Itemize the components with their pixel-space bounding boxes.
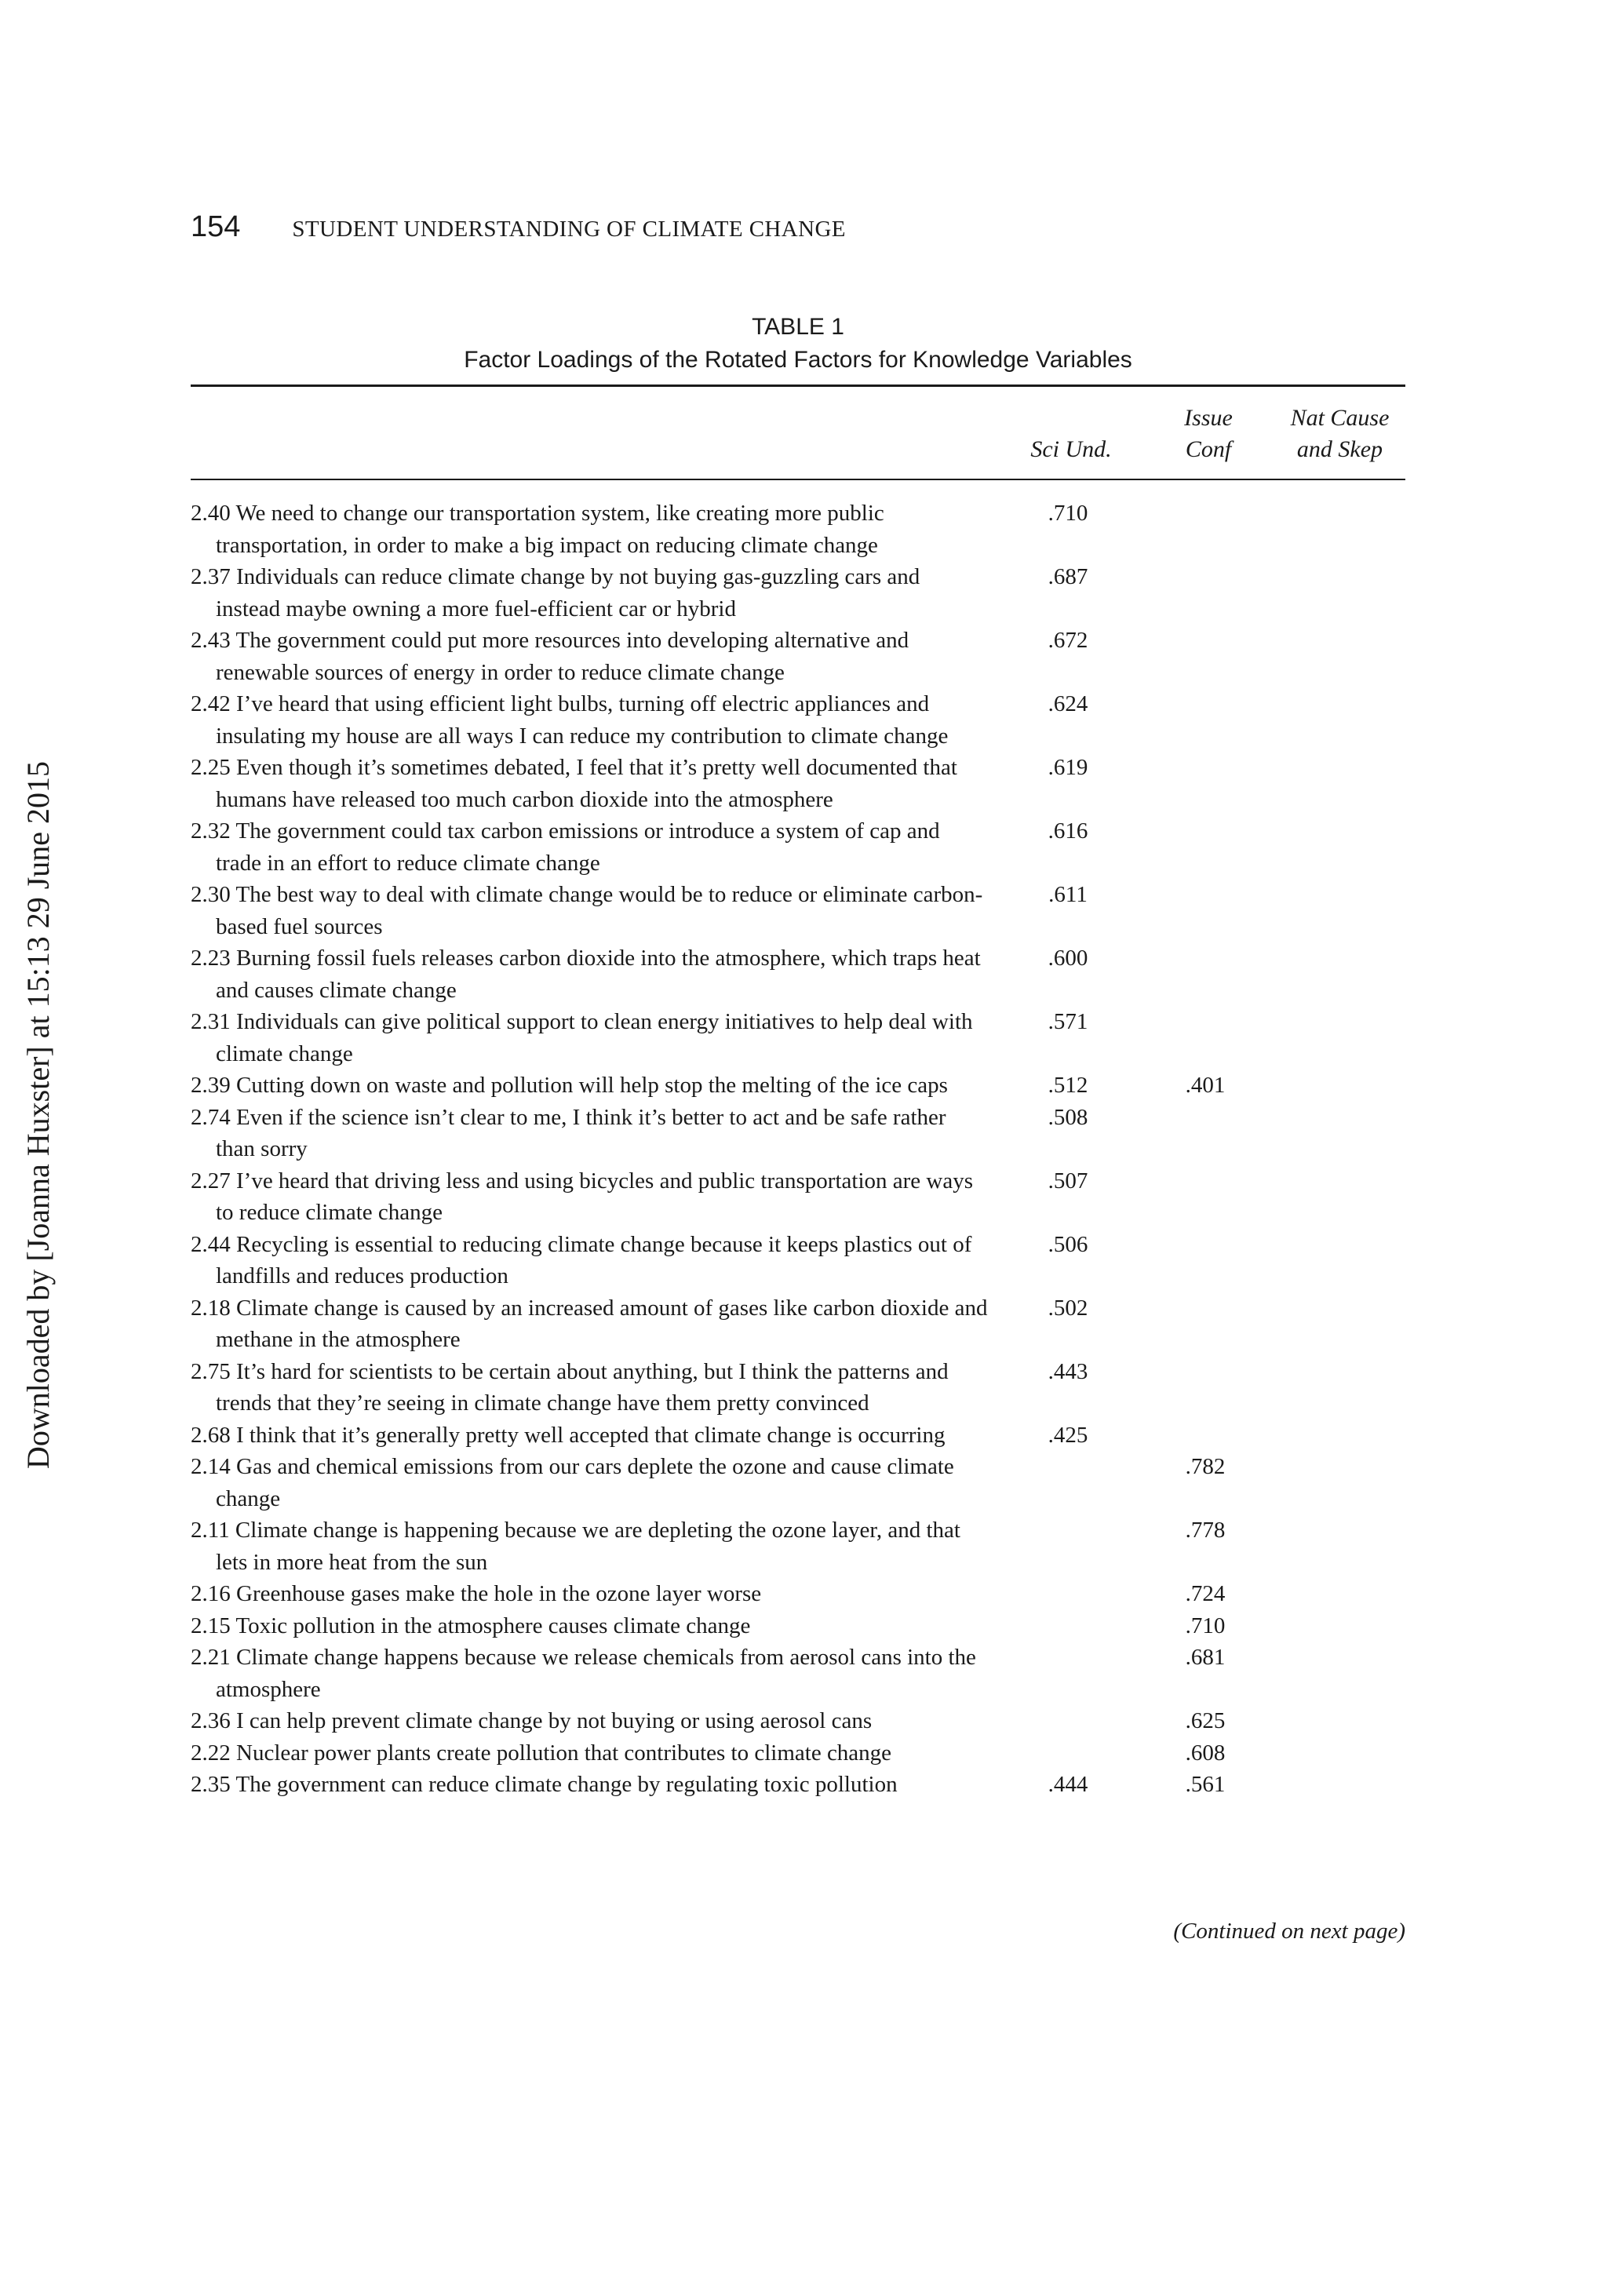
table-top-rule xyxy=(191,384,1405,387)
loading-sci-und: .600 xyxy=(1048,946,1088,971)
loading-nat-cause xyxy=(1268,1356,1405,1420)
table-row xyxy=(191,879,1405,942)
loading-issue-conf xyxy=(1158,815,1252,879)
table-row xyxy=(191,688,1405,752)
row-item-text: 2.14 Gas and chemical emissions from our cars deplete the ozone and cause climate change xyxy=(191,1454,954,1511)
column-header-issue-conf xyxy=(1161,403,1255,465)
table-row xyxy=(191,1102,1405,1165)
loading-nat-cause xyxy=(1268,1420,1405,1452)
loading-sci-und xyxy=(1009,1578,1127,1610)
running-header xyxy=(191,210,846,250)
loading-issue-conf xyxy=(1158,1356,1252,1420)
loading-issue-conf xyxy=(1158,879,1252,942)
row-item-text: 2.23 Burning fossil fuels releases carbon dioxide into the atmosphere, which traps heat and causes climate change xyxy=(191,946,981,1003)
loading-sci-und xyxy=(1009,1705,1127,1737)
column-header-sci-und-line: Sci Und. xyxy=(1030,436,1112,462)
column-header-nat-cause xyxy=(1271,403,1408,465)
loading-nat-cause xyxy=(1268,815,1405,879)
table-row xyxy=(191,1451,1405,1514)
page-number: 154 xyxy=(191,210,241,243)
loading-issue-conf: .401 xyxy=(1185,1073,1226,1098)
loading-sci-und: .616 xyxy=(1048,818,1088,844)
loading-sci-und: .611 xyxy=(1048,882,1088,907)
loading-nat-cause xyxy=(1268,1642,1405,1705)
loading-sci-und: .425 xyxy=(1048,1422,1088,1448)
row-item-text: 2.44 Recycling is essential to reducing climate change because it keeps plastics out of landfills and reduces production xyxy=(191,1231,972,1288)
table-row xyxy=(191,625,1405,688)
loading-sci-und: .512 xyxy=(1048,1073,1088,1098)
loading-issue-conf xyxy=(1158,752,1252,815)
loading-nat-cause xyxy=(1268,497,1405,561)
loading-nat-cause xyxy=(1268,1229,1405,1292)
row-item-text: 2.35 The government can reduce climate change by regulating toxic pollution xyxy=(191,1772,898,1797)
row-item-text: 2.37 Individuals can reduce climate change by not buying gas-guzzling cars and instead maybe owning a more fuel-efficient car or hybrid xyxy=(191,564,920,621)
row-item-text: 2.40 We need to change our transportation system, like creating more public transportation, in order to make a big impact on reducing climate change xyxy=(191,501,884,558)
loading-issue-conf xyxy=(1158,688,1252,752)
table-row xyxy=(191,942,1405,1006)
loading-sci-und: .508 xyxy=(1048,1104,1088,1130)
loading-sci-und: .571 xyxy=(1048,1009,1088,1034)
table-row xyxy=(191,1610,1405,1642)
table-row xyxy=(191,1737,1405,1769)
loading-nat-cause xyxy=(1268,1514,1405,1578)
table-row xyxy=(191,1070,1405,1102)
column-header-nat-cause-line1: Nat Cause xyxy=(1290,405,1390,431)
loading-issue-conf xyxy=(1158,1420,1252,1452)
loading-sci-und: .506 xyxy=(1048,1231,1088,1257)
loading-issue-conf xyxy=(1158,942,1252,1006)
loading-issue-conf xyxy=(1158,625,1252,688)
loading-nat-cause xyxy=(1268,625,1405,688)
column-header-issue-conf-line2: Conf xyxy=(1185,436,1232,462)
loading-sci-und: .624 xyxy=(1048,691,1088,716)
loading-sci-und: .672 xyxy=(1048,628,1088,653)
table-row xyxy=(191,1006,1405,1070)
loading-sci-und: .710 xyxy=(1048,501,1088,526)
loading-nat-cause xyxy=(1268,1578,1405,1610)
row-item-text: 2.32 The government could tax carbon emissions or introduce a system of cap and trade in an effort to reduce climate change xyxy=(191,818,940,876)
table-body xyxy=(191,497,1405,1801)
table-row xyxy=(191,1165,1405,1229)
loading-issue-conf: .782 xyxy=(1185,1454,1226,1479)
loading-issue-conf: .561 xyxy=(1185,1772,1226,1797)
table-row xyxy=(191,561,1405,625)
loading-sci-und xyxy=(1009,1514,1127,1578)
table-title-block xyxy=(191,311,1405,377)
table-row xyxy=(191,815,1405,879)
row-item-text: 2.16 Greenhouse gases make the hole in the ozone layer worse xyxy=(191,1581,762,1606)
loading-nat-cause xyxy=(1268,752,1405,815)
loading-nat-cause xyxy=(1268,1610,1405,1642)
loading-nat-cause xyxy=(1268,1165,1405,1229)
row-item-text: 2.27 I’ve heard that driving less and using bicycles and public transportation are ways to reduce climate change xyxy=(191,1168,974,1225)
loading-issue-conf xyxy=(1158,1292,1252,1356)
row-item-text: 2.36 I can help prevent climate change by not buying or using aerosol cans xyxy=(191,1708,873,1733)
loading-issue-conf: .681 xyxy=(1185,1645,1226,1670)
loading-sci-und: .619 xyxy=(1048,755,1088,780)
loading-issue-conf xyxy=(1158,497,1252,561)
loading-issue-conf xyxy=(1158,1229,1252,1292)
loading-sci-und: .443 xyxy=(1048,1358,1088,1384)
row-item-text: 2.11 Climate change is happening because we are depleting the ozone layer, and that lets in more heat from the sun xyxy=(191,1518,960,1575)
loading-nat-cause xyxy=(1268,1737,1405,1769)
row-item-text: 2.75 It’s hard for scientists to be certain about anything, but I think the patterns and trends that they’re seeing in climate change have them pretty convinced xyxy=(191,1358,949,1416)
loading-issue-conf: .608 xyxy=(1185,1740,1226,1766)
column-header-issue-conf-line1: Issue xyxy=(1184,405,1233,431)
loading-sci-und xyxy=(1009,1610,1127,1642)
row-item-text: 2.68 I think that it’s generally pretty well accepted that climate change is occurring xyxy=(191,1422,946,1448)
table-row xyxy=(191,1229,1405,1292)
table-caption: Factor Loadings of the Rotated Factors for Knowledge Variables xyxy=(464,347,1132,373)
continued-note: (Continued on next page) xyxy=(1173,1919,1405,1944)
table-label: TABLE 1 xyxy=(752,314,844,340)
row-item-text: 2.43 The government could put more resources into developing alternative and renewable sources of energy in order to reduce climate change xyxy=(191,628,909,685)
table-row xyxy=(191,497,1405,561)
loading-sci-und xyxy=(1009,1642,1127,1705)
table-row xyxy=(191,1514,1405,1578)
row-item-text: 2.21 Climate change happens because we release chemicals from aerosol cans into the atmosphere xyxy=(191,1645,976,1702)
row-item-text: 2.25 Even though it’s sometimes debated, I feel that it’s pretty well documented that humans have released too much carbon dioxide into the atmosphere xyxy=(191,755,957,812)
loading-nat-cause xyxy=(1268,1705,1405,1737)
row-item-text: 2.31 Individuals can give political support to clean energy initiatives to help deal with climate change xyxy=(191,1009,973,1066)
row-item-text: 2.30 The best way to deal with climate change would be to reduce or eliminate carbon-based fuel sources xyxy=(191,882,983,939)
loading-sci-und: .502 xyxy=(1048,1295,1088,1321)
column-header-sci-und xyxy=(1012,434,1130,465)
download-watermark: Downloaded by [Joanna Huxster] at 15:13 29 June 2015 xyxy=(20,760,56,1469)
table-row xyxy=(191,752,1405,815)
column-header-nat-cause-line2: and Skep xyxy=(1296,436,1383,462)
loading-sci-und xyxy=(1009,1737,1127,1769)
loading-issue-conf: .625 xyxy=(1185,1708,1226,1733)
row-item-text: 2.42 I’ve heard that using efficient light bulbs, turning off electric appliances and insulating my house are all ways I can reduce my contribution to climate change xyxy=(191,691,949,749)
loading-nat-cause xyxy=(1268,561,1405,625)
running-head-title: STUDENT UNDERSTANDING OF CLIMATE CHANGE xyxy=(292,217,846,242)
table-row xyxy=(191,1769,1405,1801)
table-row xyxy=(191,1705,1405,1737)
loading-issue-conf xyxy=(1158,561,1252,625)
loading-issue-conf xyxy=(1158,1165,1252,1229)
table-row xyxy=(191,1356,1405,1420)
loading-issue-conf: .778 xyxy=(1185,1518,1226,1543)
loading-issue-conf xyxy=(1158,1102,1252,1165)
table-row xyxy=(191,1642,1405,1705)
loading-nat-cause xyxy=(1268,1102,1405,1165)
loading-issue-conf: .724 xyxy=(1185,1581,1226,1606)
table-row xyxy=(191,1420,1405,1452)
loading-nat-cause xyxy=(1268,879,1405,942)
row-item-text: 2.22 Nuclear power plants create pollution that contributes to climate change xyxy=(191,1740,892,1766)
row-item-text: 2.15 Toxic pollution in the atmosphere causes climate change xyxy=(191,1613,751,1638)
loading-nat-cause xyxy=(1268,1292,1405,1356)
row-item-text: 2.39 Cutting down on waste and pollution will help stop the melting of the ice caps xyxy=(191,1073,948,1098)
loading-nat-cause xyxy=(1268,1769,1405,1801)
loading-nat-cause xyxy=(1268,942,1405,1006)
loading-nat-cause xyxy=(1268,1451,1405,1514)
row-item-text: 2.74 Even if the science isn’t clear to me, I think it’s better to act and be safe rather than sorry xyxy=(191,1104,946,1161)
loading-issue-conf xyxy=(1158,1006,1252,1070)
loading-sci-und: .687 xyxy=(1048,564,1088,589)
row-item-text: 2.18 Climate change is caused by an increased amount of gases like carbon dioxide and methane in the atmosphere xyxy=(191,1295,988,1352)
table-row xyxy=(191,1292,1405,1356)
loading-nat-cause xyxy=(1268,1070,1405,1102)
loading-issue-conf: .710 xyxy=(1185,1613,1226,1638)
table-header-rule xyxy=(191,479,1405,480)
loading-sci-und: .444 xyxy=(1048,1772,1088,1797)
loading-nat-cause xyxy=(1268,688,1405,752)
loading-nat-cause xyxy=(1268,1006,1405,1070)
table-row xyxy=(191,1578,1405,1610)
loading-sci-und: .507 xyxy=(1048,1168,1088,1194)
loading-sci-und xyxy=(1009,1451,1127,1514)
